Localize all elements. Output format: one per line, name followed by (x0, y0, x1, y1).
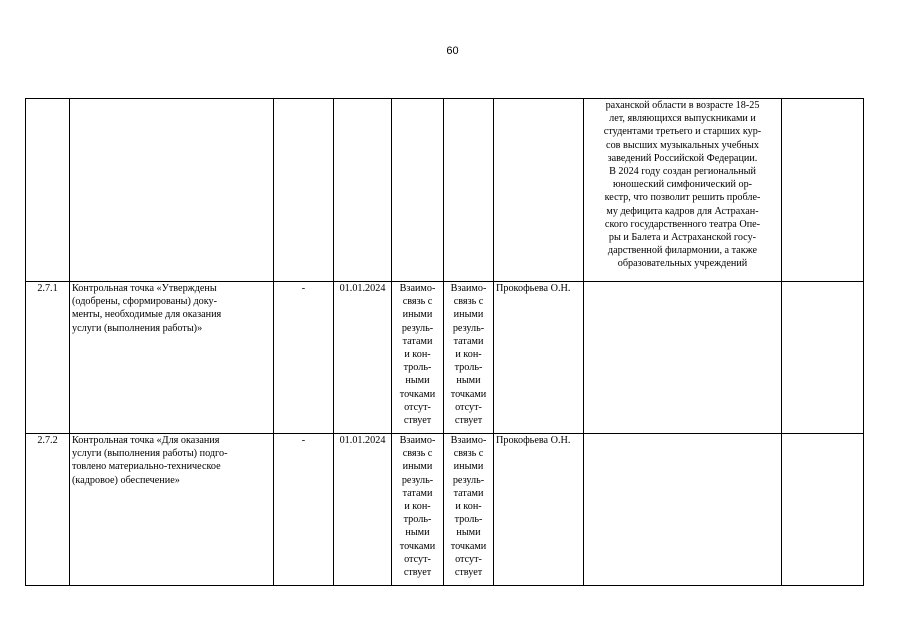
link-line: троль- (403, 362, 432, 374)
row-name-line: (кадровое) обеспечение» (72, 474, 180, 486)
cell-end-date (334, 99, 392, 282)
row-name-line: Контрольная точка «Для оказания (72, 435, 220, 446)
link-line: татами (402, 487, 433, 499)
link-line: связь с (453, 448, 484, 460)
cell-name (70, 99, 274, 282)
continuation-row (26, 99, 864, 282)
row-start: - (274, 282, 334, 434)
row-name (70, 282, 274, 434)
description-line: В 2024 году создан региональный (609, 166, 756, 178)
link-line: иными (453, 309, 484, 321)
link-line: точками (450, 540, 487, 552)
row-end-date: 01.01.2024 (334, 282, 392, 434)
row-extra (782, 282, 864, 434)
link-line: татами (402, 335, 433, 347)
row-name (70, 434, 274, 586)
description-line: ского государственного театра Опе- (604, 218, 761, 230)
link-line: ными (456, 375, 481, 387)
row-description (584, 434, 782, 586)
table-row (26, 434, 864, 586)
cell-responsible (494, 99, 584, 282)
link-line: троль- (403, 514, 432, 526)
cell-next-link (444, 99, 494, 282)
link-line: отсут- (404, 401, 431, 413)
description-line: кестр, что позволит решить пробле- (604, 192, 761, 204)
link-line: ствует (454, 415, 483, 427)
link-line: резуль- (452, 322, 485, 334)
description-line: юношеский симфонический ор- (612, 179, 753, 191)
link-line: ствует (403, 415, 432, 427)
row-next-link (444, 282, 494, 434)
row-name-line: менты, необходимые для оказания (72, 309, 222, 321)
link-line: связь с (402, 448, 433, 460)
link-line: ствует (403, 567, 432, 579)
link-line: и кон- (404, 349, 431, 361)
link-line: иными (402, 461, 433, 473)
link-line: ными (405, 375, 430, 387)
row-next-link (444, 434, 494, 586)
cell-description (584, 99, 782, 282)
cell-extra (782, 99, 864, 282)
link-line: связь с (402, 296, 433, 308)
link-line: связь с (453, 296, 484, 308)
row-description (584, 282, 782, 434)
row-responsible: Прокофьева О.Н. (494, 434, 584, 586)
description-line: образовательных учреждений (617, 258, 748, 270)
row-name-line: (одобрены, сформированы) доку- (72, 296, 218, 308)
page-number: 60 (446, 45, 459, 57)
row-name-line: услуги (выполнения работы)» (72, 322, 203, 334)
row-responsible: Прокофьева О.Н. (494, 282, 584, 434)
link-line: Взаимо- (450, 283, 487, 294)
link-line: и кон- (455, 349, 482, 361)
link-line: точками (450, 388, 487, 400)
link-line: отсут- (455, 401, 482, 413)
control-points-table (25, 98, 864, 586)
row-previous-link (392, 434, 444, 586)
description-line: студентами третьего и старших кур- (603, 126, 762, 138)
row-number: 2.7.2 (26, 434, 70, 586)
link-line: ными (405, 527, 430, 539)
link-line: точками (399, 540, 436, 552)
description-line: лет, являющихся выпускниками и (609, 113, 756, 125)
description-line: заведений Российской Федерации. (607, 152, 758, 164)
description-line: ры и Балета и Астраханской госу- (608, 232, 757, 244)
link-line: и кон- (404, 501, 431, 513)
row-start: - (274, 434, 334, 586)
row-number: 2.7.1 (26, 282, 70, 434)
link-line: татами (453, 487, 484, 499)
description-line: сов высших музыкальных учебных (606, 139, 759, 151)
link-line: иными (402, 309, 433, 321)
row-name-line: услуги (выполнения работы) подго- (72, 448, 228, 460)
link-line: Взаимо- (399, 435, 436, 446)
link-line: ными (456, 527, 481, 539)
table-row (26, 282, 864, 434)
row-extra (782, 434, 864, 586)
row-name-line: товлено материально-техническое (72, 461, 221, 473)
link-line: Взаимо- (450, 435, 487, 446)
link-line: отсут- (404, 553, 431, 565)
link-line: Взаимо- (399, 283, 436, 294)
link-line: резуль- (452, 474, 485, 486)
description-line: му дефицита кадров для Астрахан- (606, 205, 759, 217)
link-line: точками (399, 388, 436, 400)
link-line: резуль- (401, 322, 434, 334)
description-line: раханской области в возрасте 18-25 (605, 100, 760, 111)
cell-number (26, 99, 70, 282)
row-end-date: 01.01.2024 (334, 434, 392, 586)
link-line: троль- (454, 514, 483, 526)
link-line: иными (453, 461, 484, 473)
row-name-line: Контрольная точка «Утверждены (72, 283, 217, 294)
link-line: троль- (454, 362, 483, 374)
row-previous-link (392, 282, 444, 434)
description-line: дарственной филармонии, а также (607, 245, 758, 257)
link-line: и кон- (455, 501, 482, 513)
link-line: татами (453, 335, 484, 347)
cell-start (274, 99, 334, 282)
cell-previous-link (392, 99, 444, 282)
link-line: ствует (454, 567, 483, 579)
link-line: отсут- (455, 553, 482, 565)
link-line: резуль- (401, 474, 434, 486)
